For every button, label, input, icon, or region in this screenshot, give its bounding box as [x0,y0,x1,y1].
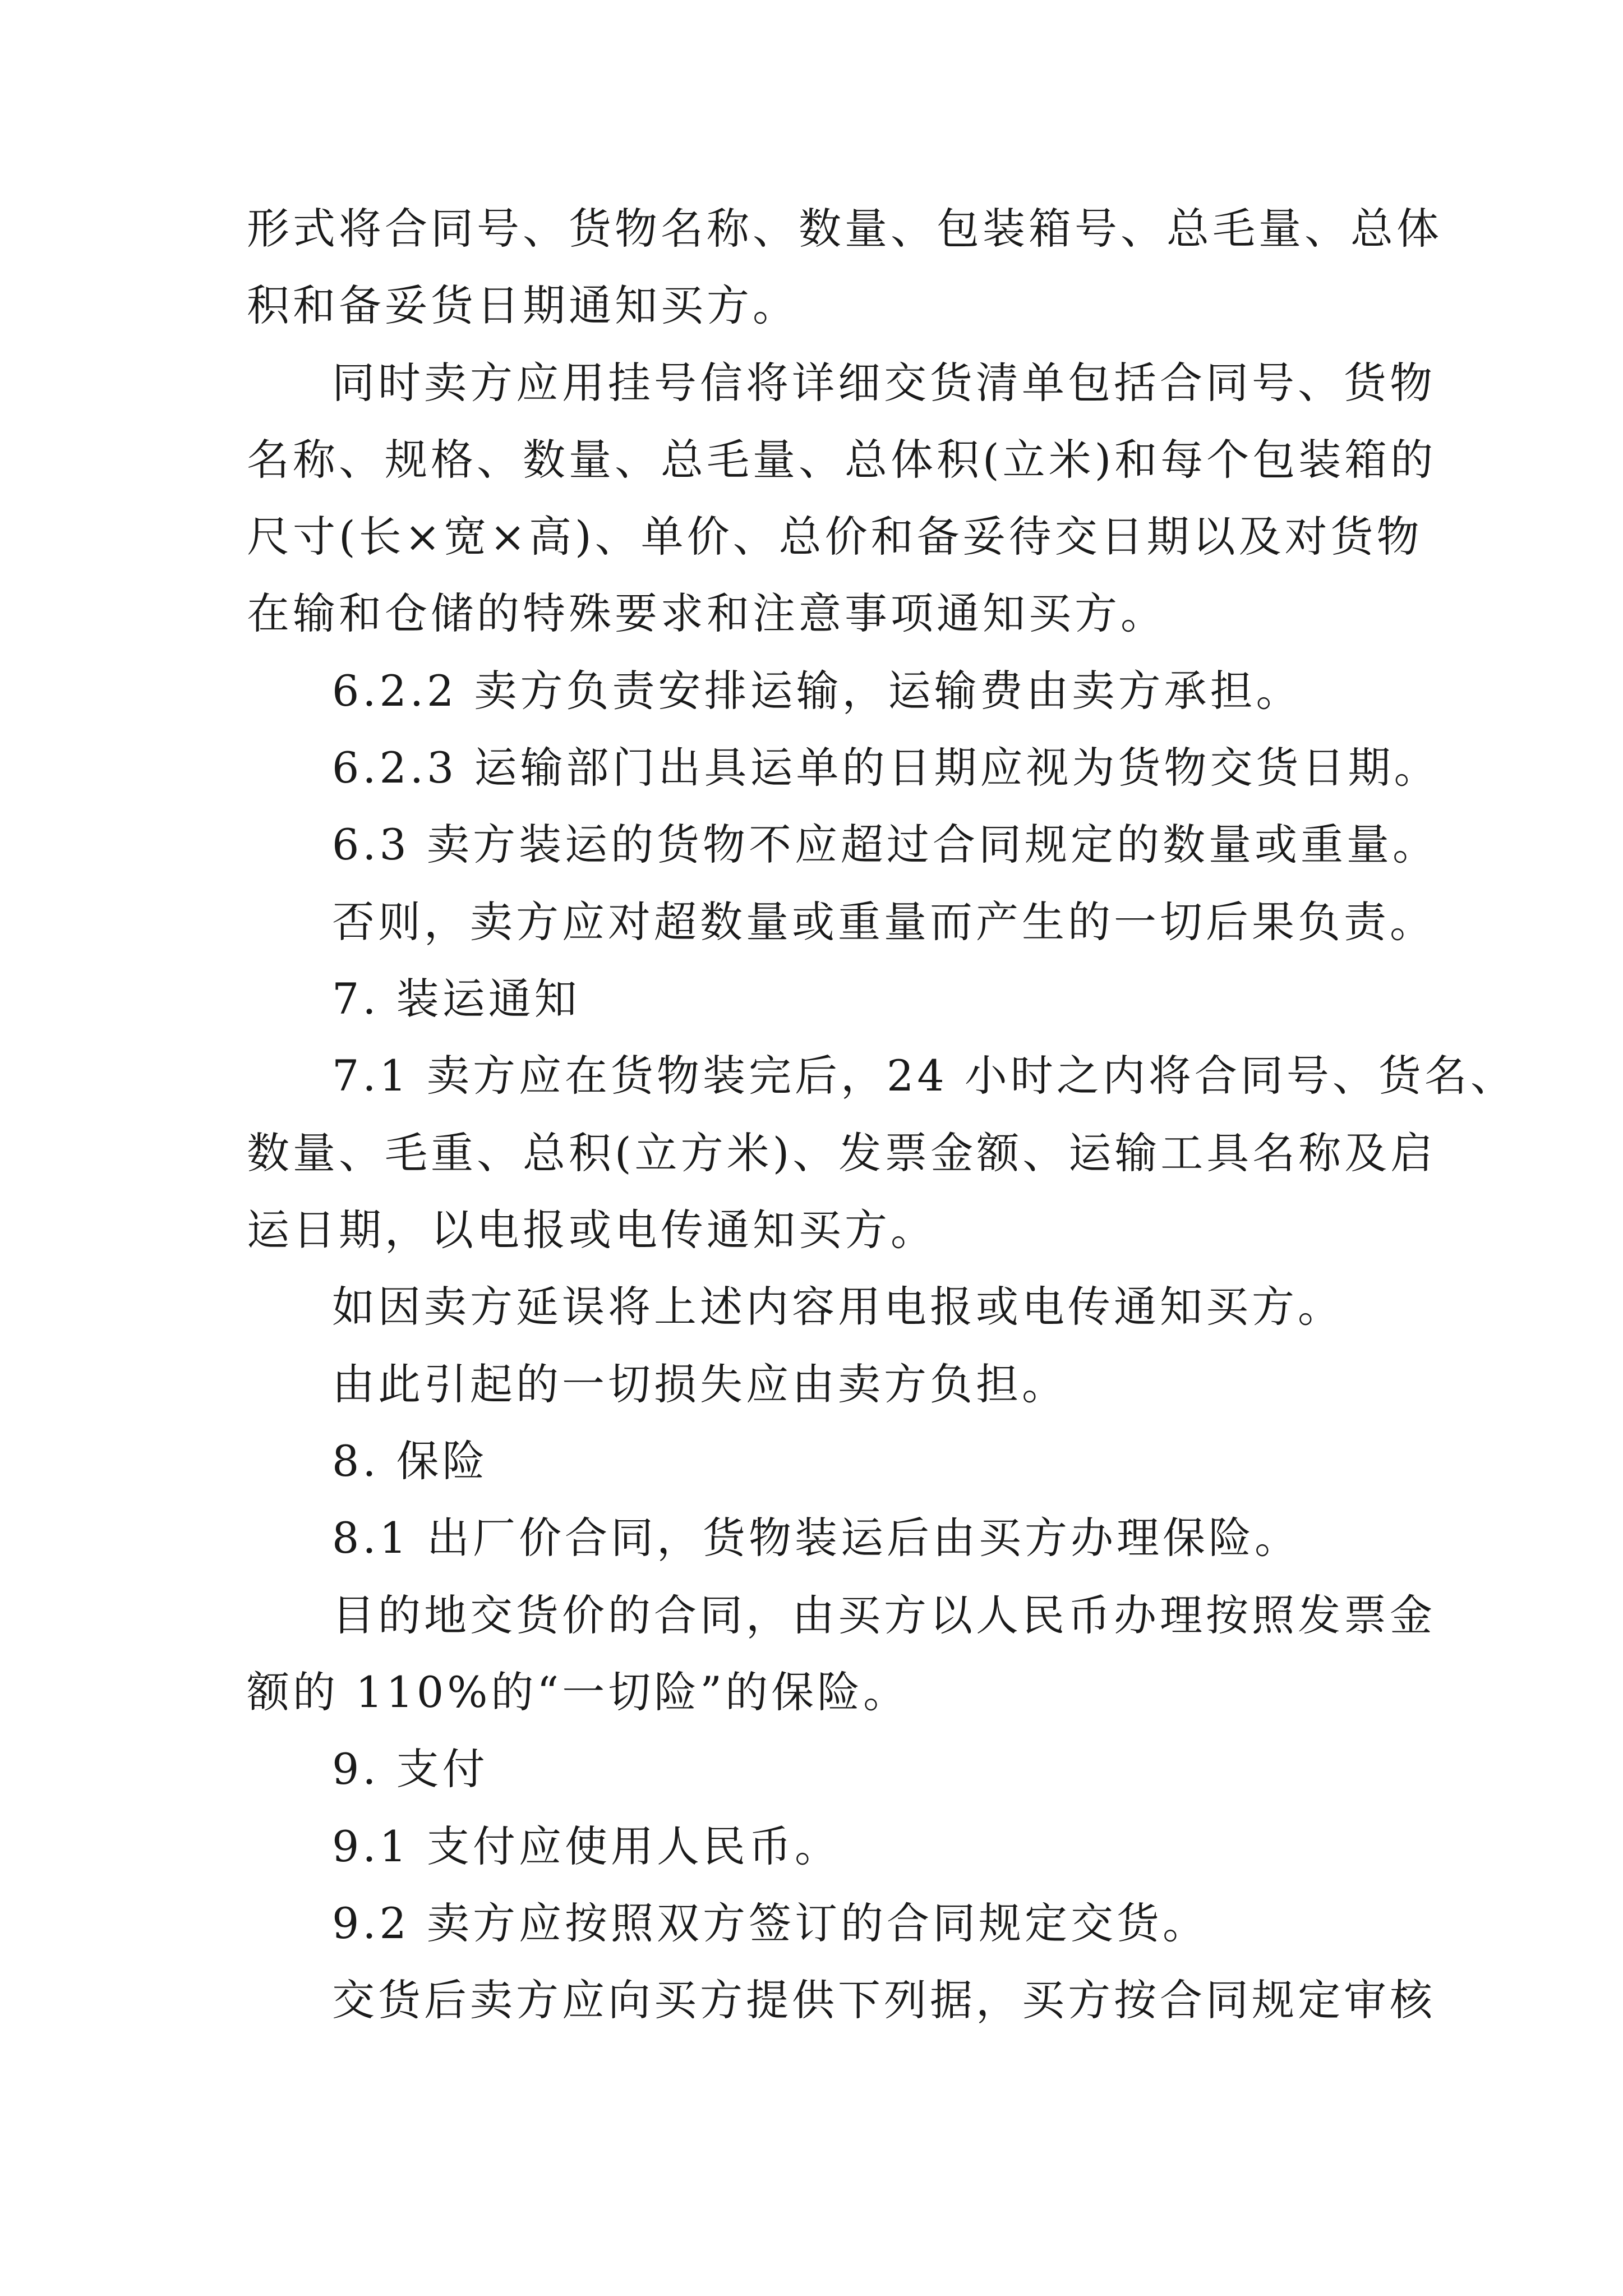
section-heading: 8. 保险 [332,1436,488,1486]
text-line: 运日期，以电报或电传通知买方。 [247,1205,937,1255]
text-line: 8.1 出厂价合同，货物装运后由买方办理保险。 [332,1513,1301,1563]
text-line: 6.2.2 卖方负责安排运输，运输费由卖方承担。 [332,666,1302,716]
text-line: 由此引起的一切损失应由卖方负担。 [332,1359,1068,1409]
text-line: 数量、毛重、总积(立方米)、发票金额、运输工具名称及启 [247,1128,1437,1178]
text-line: 否则，卖方应对超数量或重量而产生的一切后果负责。 [332,897,1436,947]
text-line: 在输和仓储的特殊要求和注意事项通知买方。 [247,588,1166,638]
text-line: 形式将合同号、货物名称、数量、包装箱号、总毛量、总体 [247,204,1442,254]
text-line: 9.1 支付应使用人民币。 [332,1821,841,1871]
text-line: 9.2 卖方应按照双方签订的合同规定交货。 [332,1898,1209,1948]
text-line: 名称、规格、数量、总毛量、总体积(立米)和每个包装箱的 [247,435,1437,485]
text-line: 6.3 卖方装运的货物不应超过合同规定的数量或重量。 [332,820,1439,869]
section-heading: 9. 支付 [332,1744,488,1794]
text-line: 7.1 卖方应在货物装完后，24 小时之内将合同号、货名、 [332,1051,1516,1101]
text-line: 同时卖方应用挂号信将详细交货清单包括合同号、货物 [332,358,1436,408]
text-line: 交货后卖方应向买方提供下列据，买方按合同规定审核 [332,1975,1436,2025]
text-line: 如因卖方延误将上述内容用电报或电传通知买方。 [332,1282,1344,1332]
text-line: 6.2.3 运输部门出具运单的日期应视为货物交货日期。 [332,743,1440,793]
text-line: 额的 110%的“一切险”的保险。 [247,1667,910,1717]
section-heading: 7. 装运通知 [332,974,580,1024]
text-line: 目的地交货价的合同，由买方以人民币办理按照发票金 [332,1590,1436,1640]
text-line: 尺寸(长×宽×高)、单价、总价和备妥待交日期以及对货物 [247,512,1423,562]
text-line: 积和备妥货日期通知买方。 [247,280,799,330]
